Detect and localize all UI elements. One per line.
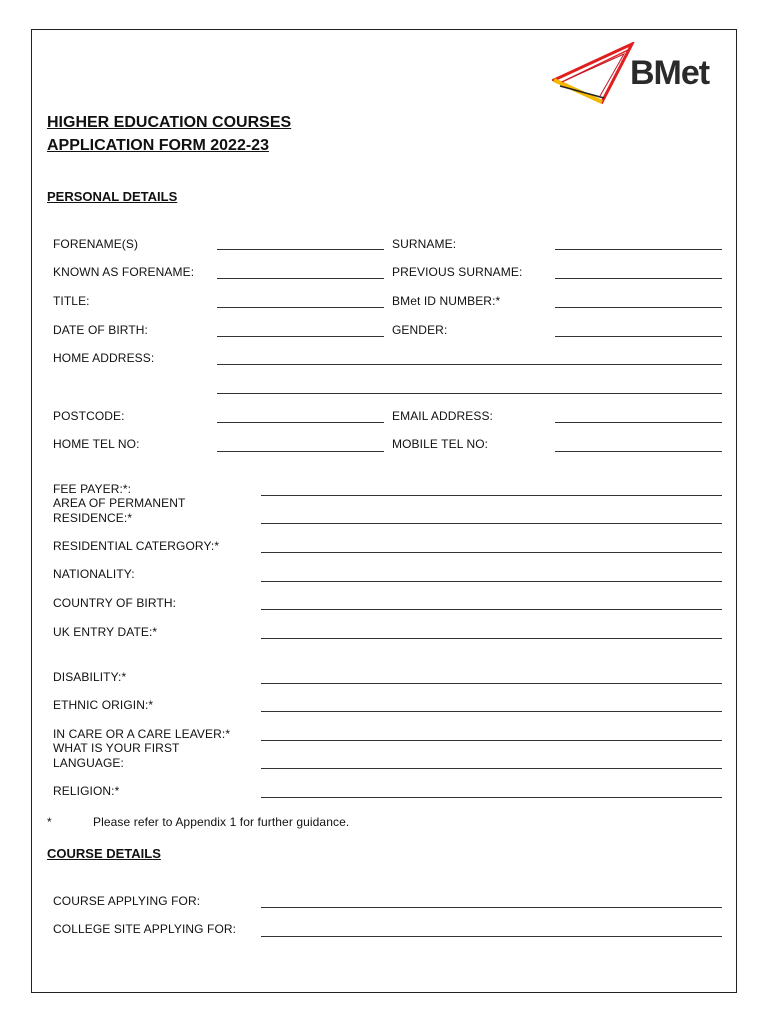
ethnic-origin-field[interactable] [261, 711, 722, 712]
area-residence-line-1: AREA OF PERMANENT [53, 496, 186, 510]
dob-label: DATE OF BIRTH: [53, 323, 148, 337]
first-language-label [53, 741, 179, 770]
postcode-label: POSTCODE: [53, 409, 125, 423]
home-tel-field[interactable] [217, 451, 384, 452]
title-label: TITLE: [53, 294, 90, 308]
title-line-1: HIGHER EDUCATION COURSES [47, 114, 292, 131]
first-language-line-1: WHAT IS YOUR FIRST [53, 741, 180, 755]
previous-surname-field[interactable] [555, 278, 722, 279]
logo-text: BMet [630, 54, 710, 92]
forenames-label: FORENAME(S) [53, 237, 139, 251]
footnote-text: Please refer to Appendix 1 for further guidance. [93, 815, 350, 829]
site-applying-field[interactable] [261, 936, 722, 937]
known-as-label: KNOWN AS FORENAME: [53, 265, 195, 279]
country-of-birth-label: COUNTRY OF BIRTH: [53, 596, 177, 610]
uk-entry-date-field[interactable] [261, 638, 722, 639]
uk-entry-date-label: UK ENTRY DATE:* [53, 625, 158, 639]
nationality-field[interactable] [261, 581, 722, 582]
first-language-line-2: LANGUAGE: [53, 755, 124, 770]
area-residence-label [53, 496, 185, 525]
residential-category-label: RESIDENTIAL CATERGORY:* [53, 539, 220, 553]
mobile-tel-label: MOBILE TEL NO: [392, 437, 489, 451]
gender-label: GENDER: [392, 323, 448, 337]
mobile-tel-field[interactable] [555, 451, 722, 452]
postcode-field[interactable] [217, 422, 384, 423]
surname-field[interactable] [555, 249, 722, 250]
form-title [47, 111, 291, 157]
known-as-field[interactable] [217, 278, 384, 279]
nationality-label: NATIONALITY: [53, 567, 135, 581]
course-details-heading: COURSE DETAILS [47, 846, 161, 861]
surname-label: SURNAME: [392, 237, 457, 251]
forenames-field[interactable] [217, 249, 384, 250]
email-field[interactable] [555, 422, 722, 423]
course-applying-label: COURSE APPLYING FOR: [53, 894, 201, 908]
title-line-2: APPLICATION FORM 2022-23 [47, 137, 269, 154]
dob-field[interactable] [217, 336, 384, 337]
residential-category-field[interactable] [261, 552, 722, 553]
fee-payer-label: FEE PAYER:*: [53, 482, 132, 496]
course-applying-field[interactable] [261, 907, 722, 908]
country-of-birth-field[interactable] [261, 609, 722, 610]
religion-field[interactable] [261, 797, 722, 798]
home-address-field-2[interactable] [217, 393, 722, 394]
area-residence-line-2: RESIDENCE:* [53, 510, 133, 525]
footnote-marker: * [47, 815, 52, 829]
first-language-field[interactable] [261, 768, 722, 769]
email-label: EMAIL ADDRESS: [392, 409, 493, 423]
personal-details-heading: PERSONAL DETAILS [47, 189, 178, 204]
care-leaver-label: IN CARE OR A CARE LEAVER:* [53, 727, 231, 741]
fee-payer-field[interactable] [261, 495, 722, 496]
bmet-id-label: BMet ID NUMBER:* [392, 294, 501, 308]
home-address-field-1[interactable] [217, 364, 722, 365]
disability-field[interactable] [261, 683, 722, 684]
home-tel-label: HOME TEL NO: [53, 437, 140, 451]
logo-swoosh-icon [552, 42, 636, 106]
bmet-logo [552, 42, 724, 106]
home-address-label: HOME ADDRESS: [53, 351, 155, 365]
previous-surname-label: PREVIOUS SURNAME: [392, 265, 523, 279]
disability-label: DISABILITY:* [53, 670, 127, 684]
area-residence-field[interactable] [261, 523, 722, 524]
ethnic-origin-label: ETHNIC ORIGIN:* [53, 698, 154, 712]
bmet-id-field[interactable] [555, 307, 722, 308]
gender-field[interactable] [555, 336, 722, 337]
religion-label: RELIGION:* [53, 784, 120, 798]
care-leaver-field[interactable] [261, 740, 722, 741]
title-field[interactable] [217, 307, 384, 308]
site-applying-label: COLLEGE SITE APPLYING FOR: [53, 922, 237, 936]
